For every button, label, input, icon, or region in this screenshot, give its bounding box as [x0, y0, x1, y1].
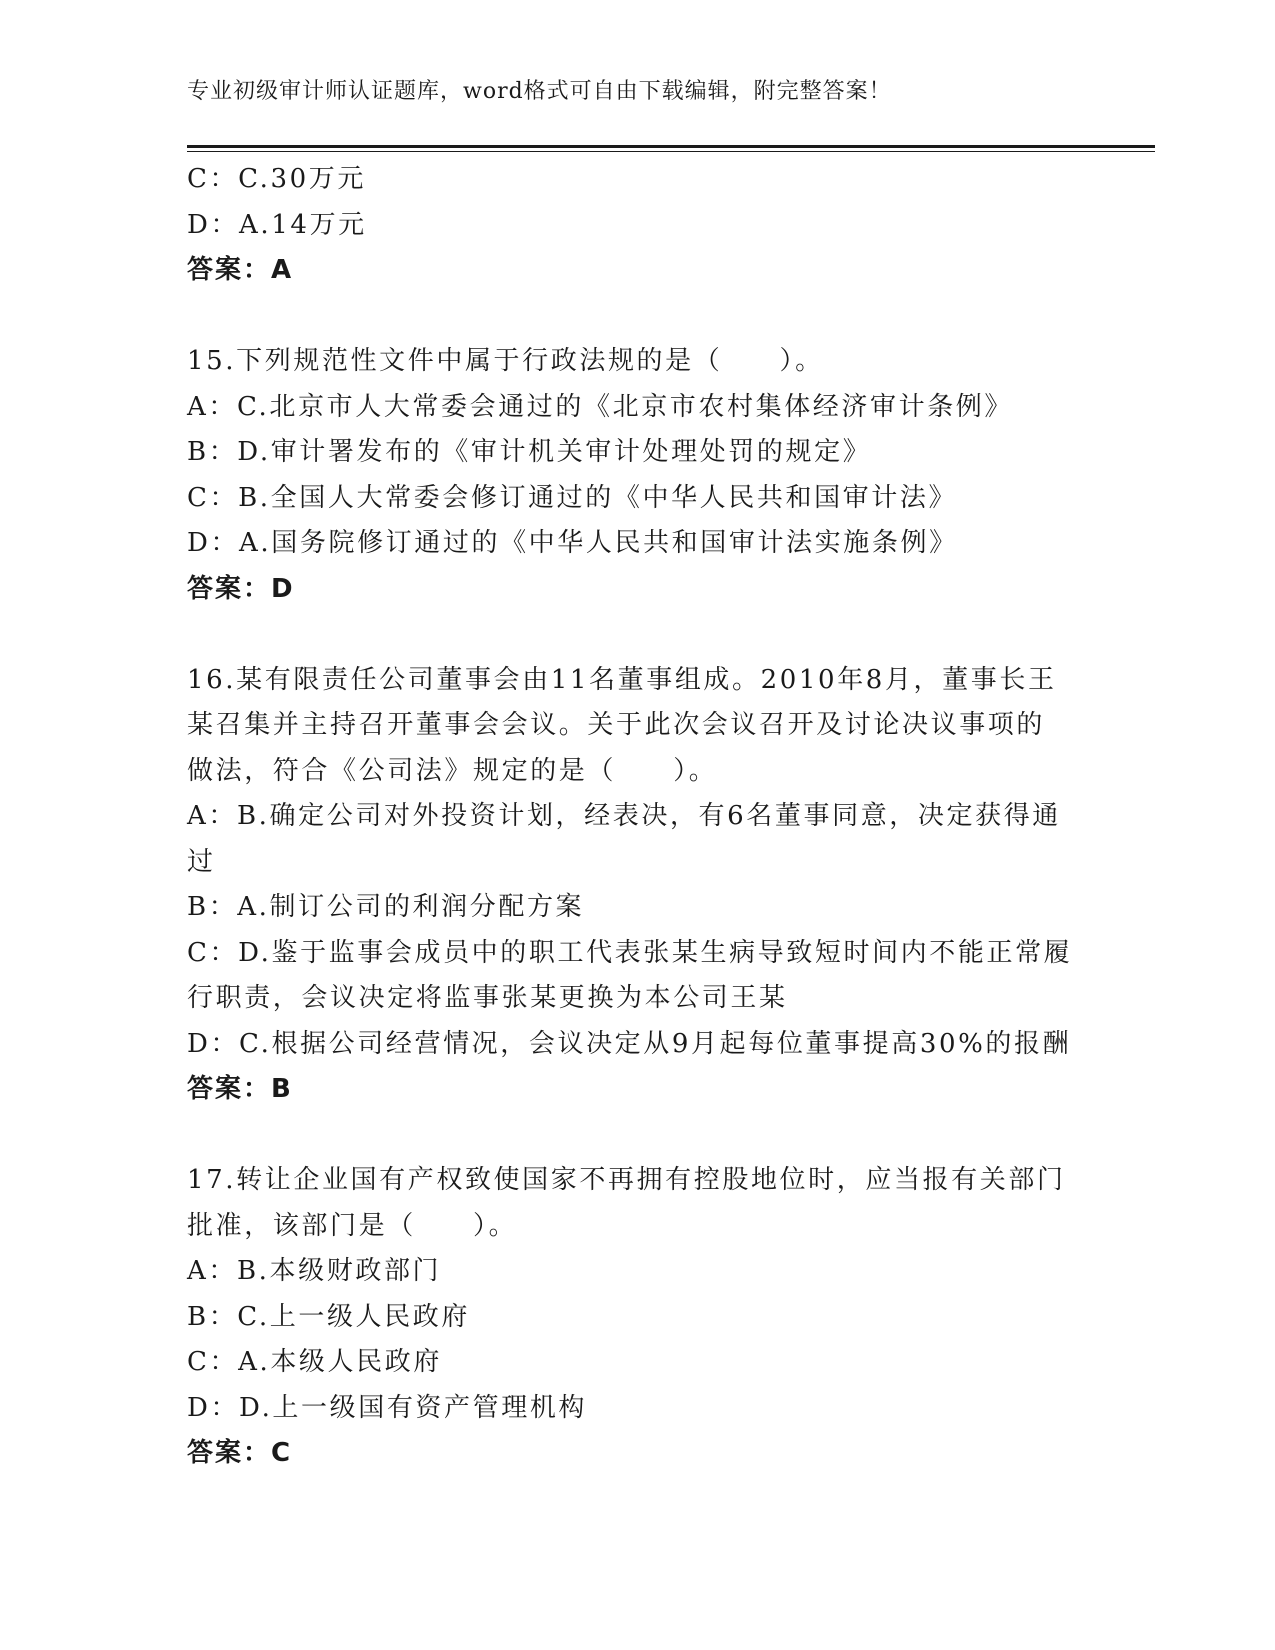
- option-a: A：B.本级财政部门: [187, 1256, 442, 1286]
- question-stem: 批准，该部门是（ ）。: [187, 1210, 518, 1241]
- spacer: [187, 1113, 1067, 1159]
- answer: 答案：C: [187, 1438, 293, 1468]
- option-b: B：A.制订公司的利润分配方案: [187, 892, 585, 922]
- option-a-continued: 过: [187, 846, 216, 877]
- question-list: [187, 157, 1073, 1477]
- option-c: C：D.鉴于监事会成员中的职工代表张某生病导致短时间内不能正常履: [187, 937, 1073, 968]
- header-rule-thick: [187, 145, 1155, 148]
- question-stem: 15.下列规范性文件中属于行政法规的是（ ）。: [187, 346, 824, 376]
- question-stem: 16.某有限责任公司董事会由11名董事组成。2010年8月，董事长王: [187, 664, 1057, 695]
- question-14: [187, 157, 1067, 294]
- question-15: [187, 339, 1067, 612]
- option-d: D：C.根据公司经营情况，会议决定从9月起每位董事提高30%的报酬: [187, 1028, 1072, 1059]
- answer: 答案：D: [187, 573, 295, 604]
- option-d: D：D.上一级国有资产管理机构: [187, 1392, 588, 1423]
- option-c: C：C.30万元: [187, 164, 367, 194]
- option-d: D：A.国务院修订通过的《中华人民共和国审计法实施条例》: [187, 528, 958, 558]
- option-a: A：B.确定公司对外投资计划，经表决，有6名董事同意，决定获得通: [187, 801, 1061, 831]
- header-rule-thin: [187, 151, 1155, 152]
- spacer: [187, 612, 1067, 658]
- option-b: B：C.上一级人民政府: [187, 1301, 470, 1332]
- question-stem: 某召集并主持召开董事会会议。关于此次会议召开及讨论决议事项的: [187, 710, 1046, 740]
- page-header: 专业初级审计师认证题库，word格式可自由下载编辑，附完整答案！: [187, 79, 892, 104]
- option-c: C：A.本级人民政府: [187, 1347, 442, 1377]
- answer: 答案：A: [187, 255, 294, 285]
- option-c: C：B.全国人大常委会修订通过的《中华人民共和国审计法》: [187, 482, 958, 513]
- option-c-continued: 行职责，会议决定将监事张某更换为本公司王某: [187, 983, 788, 1013]
- option-a: A：C.北京市人大常委会通过的《北京市农村集体经济审计条例》: [187, 391, 1014, 422]
- question-17: [187, 1158, 1067, 1477]
- question-stem: 做法，符合《公司法》规定的是（ ）。: [187, 755, 718, 786]
- question-16: [187, 658, 1073, 1113]
- question-stem: 17.转让企业国有产权致使国家不再拥有控股地位时，应当报有关部门: [187, 1165, 1066, 1195]
- answer: 答案：B: [187, 1074, 293, 1104]
- spacer: [187, 294, 1067, 340]
- option-b: B：D.审计署发布的《审计机关审计处理处罚的规定》: [187, 437, 872, 467]
- option-d: D：A.14万元: [187, 209, 367, 240]
